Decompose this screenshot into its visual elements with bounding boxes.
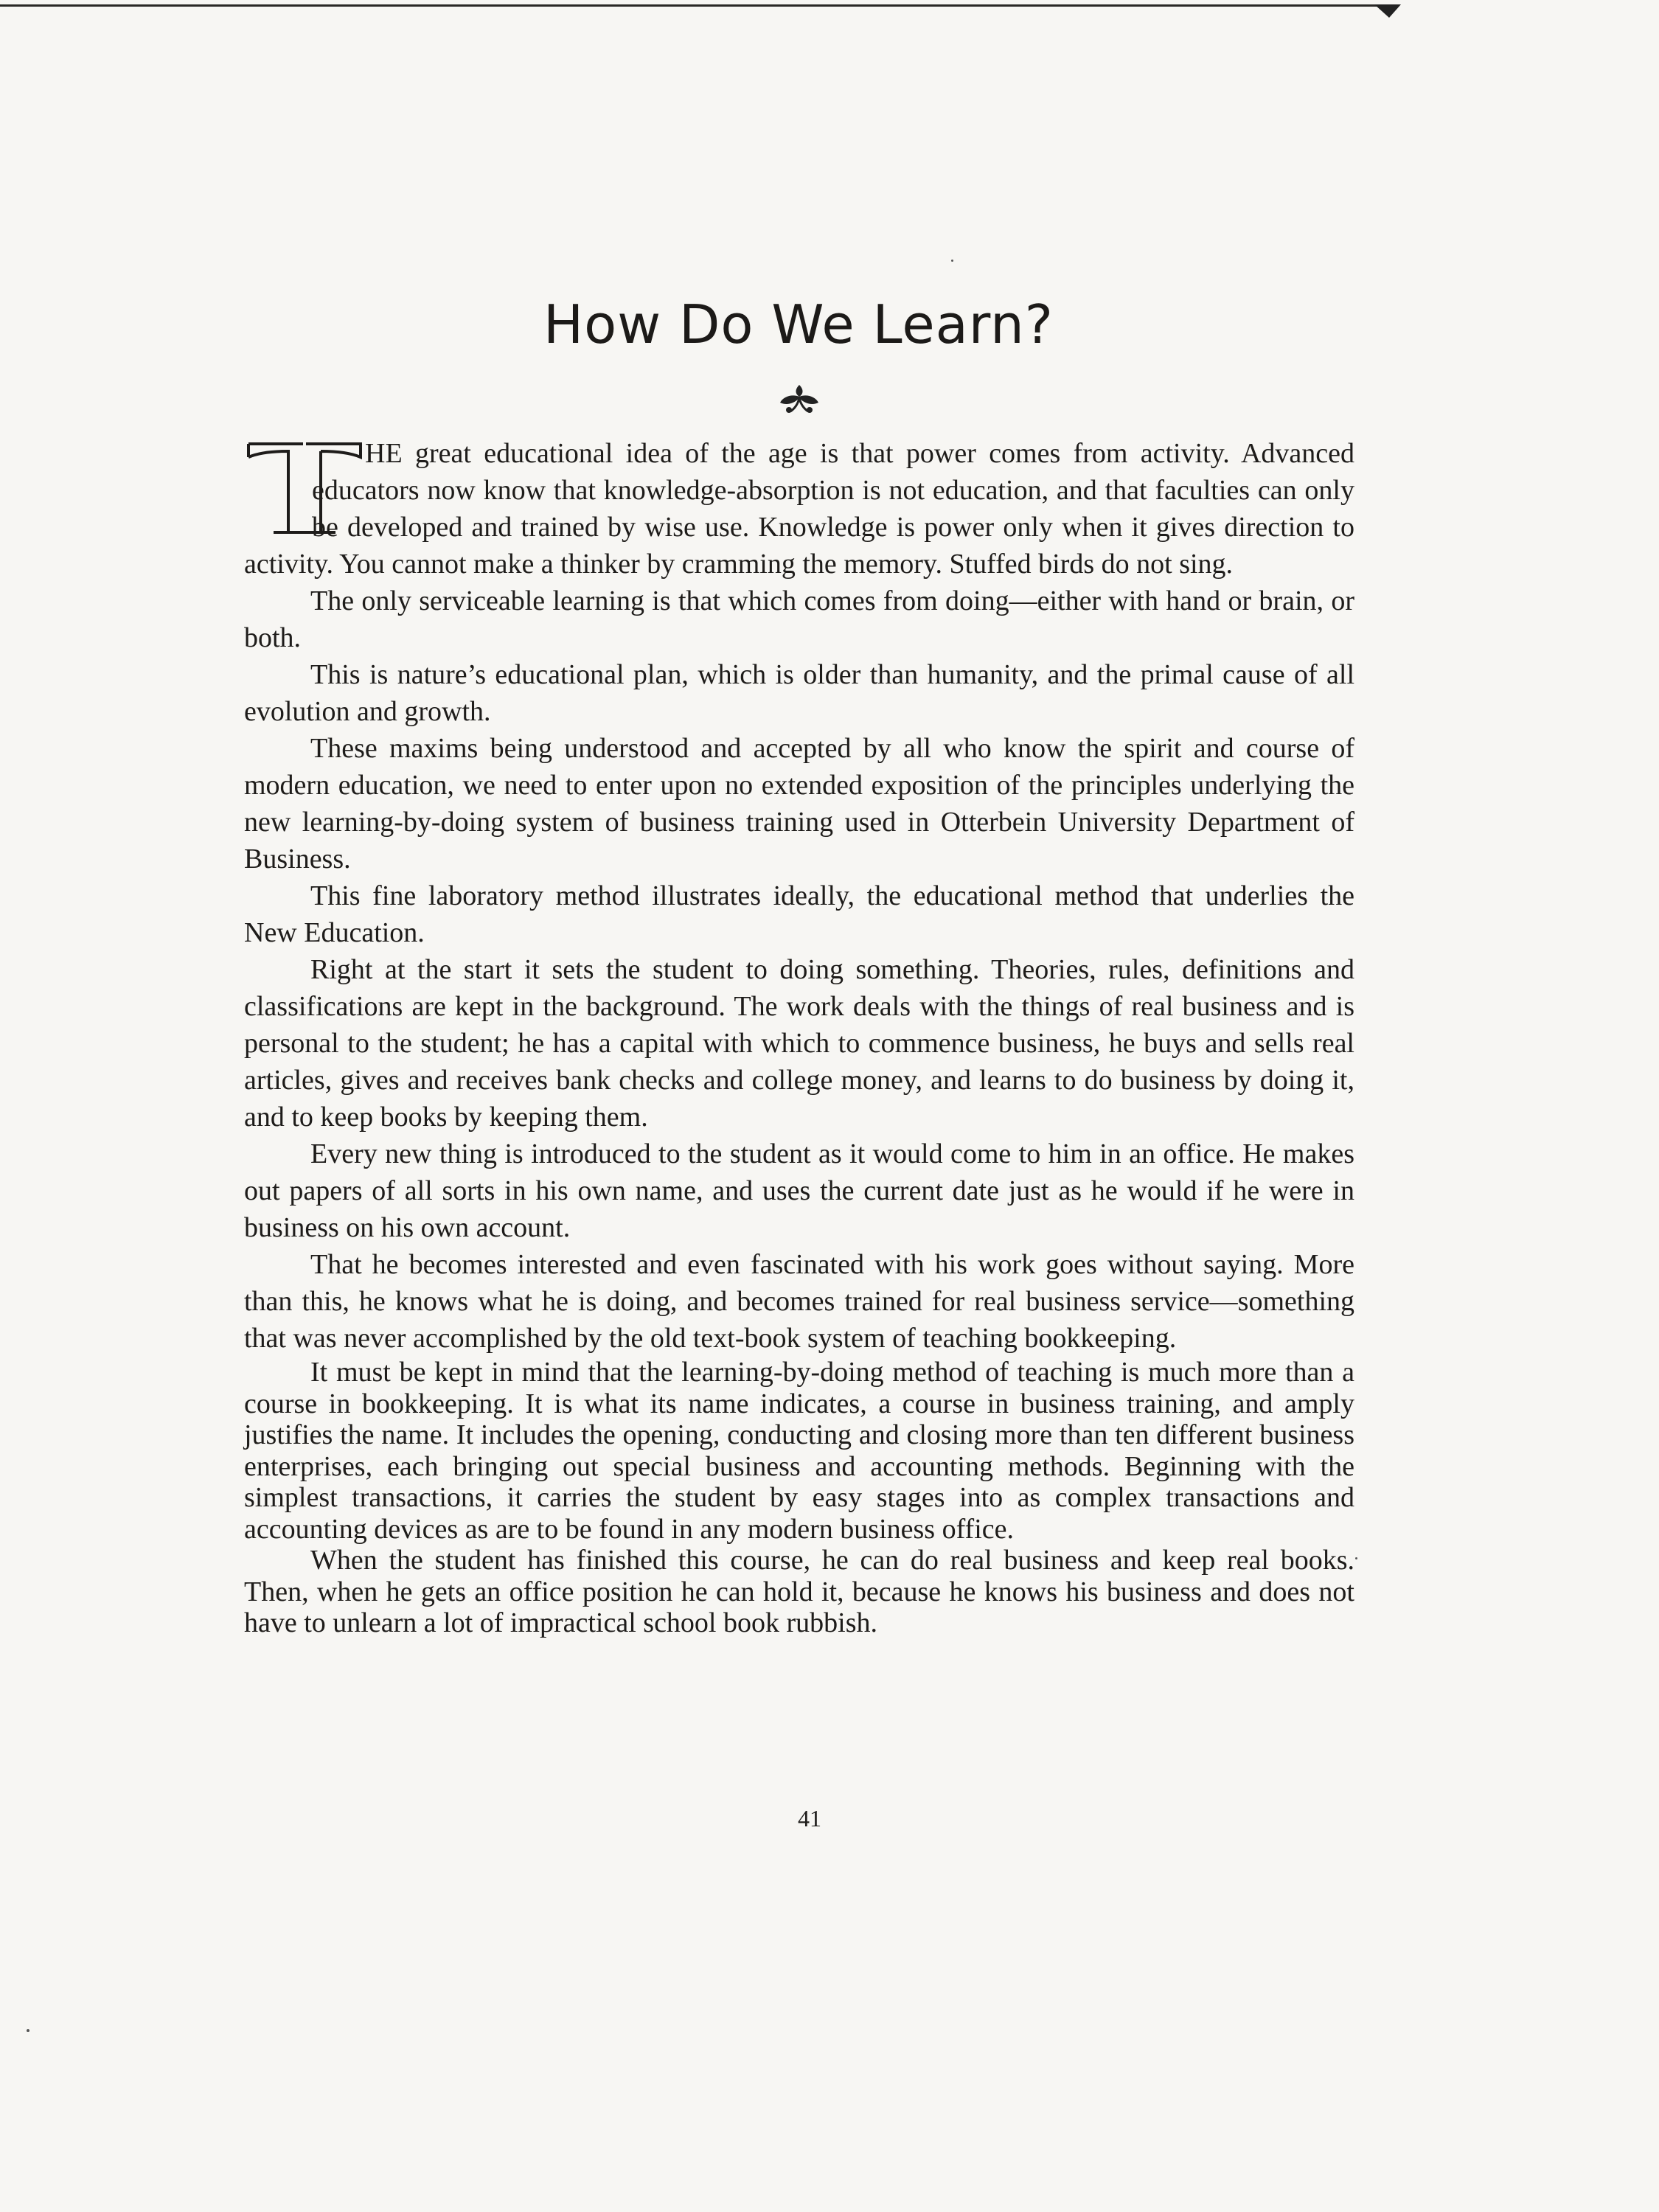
page-number: 41 (798, 1805, 821, 1832)
corner-mark-icon (1373, 0, 1402, 19)
scan-speck (951, 260, 953, 262)
paragraph-3: This is nature’s educational plan, which is older than humanity, and the primal cause of all evolution and growth. (244, 659, 1354, 727)
top-rule (0, 4, 1379, 7)
drop-cap-letter: T (274, 445, 335, 540)
paragraph-7: Every new thing is introduced to the student as it would come to him in an office. He makes out papers of all sorts in his own name, and uses the current date just as he would if he were in business on his own account. (244, 1138, 1354, 1243)
paragraph-10: When the student has finished this course, he can do real business and keep real books. Then, when he gets an office position he can hold it, because he knows his business and does not have to unlearn a lot of impractical school book rubbish. (244, 1545, 1354, 1638)
article-body (244, 435, 1354, 1639)
paragraph-6: Right at the start it sets the student to doing something. Theories, rules, definitions and classifications are kept in the background. The work deals with the things of real business and is personal to the student; he has a capital with which to commence business, he buys and sells real articles, gives and receives bank checks and college money, and learns to do business by doing it, and to keep books by keeping them. (244, 954, 1354, 1133)
scan-speck (27, 2029, 29, 2032)
scan-speck (1355, 1557, 1357, 1559)
paragraph-8: That he becomes interested and even fascinated with his work goes without saying. More than this, he knows what he is doing, and becomes trained for real business service—something that was never accomplished by the old text-book system of teaching bookkeeping. (244, 1249, 1354, 1354)
paragraph-1 (244, 435, 1354, 582)
paragraph-4: These maxims being understood and accepted by all who know the spirit and course of modern education, we need to enter upon no extended exposition of the principles underlying the new learning-by-doing system of business training used in Otterbein University Department of Business. (244, 733, 1354, 874)
page-title: How Do We Learn? (543, 293, 1054, 355)
paragraph-2: The only serviceable learning is that which comes from doing—either with hand or brain, or both. (244, 585, 1354, 653)
paragraph-5: This fine laboratory method illustrates ideally, the educational method that underlies the New Education. (244, 880, 1354, 948)
paragraph-9: It must be kept in mind that the learning-by-doing method of teaching is much more than a course in bookkeeping. It is what its name indicates, a course in business training, and amply justifies the name. It includes the opening, conducting and closing more than ten different business enterprises, each bringing out special business and accounting methods. Beginning with the simplest transactions, it carries the student by easy stages into as complex transactions and accounting devices as are to be found in any modern business office. (244, 1357, 1354, 1545)
paragraph-1-text: HE great educational idea of the age is that power comes from activity. Advanced educators now know that knowledge-absorption is not education, and that faculties can only be developed and trained by wise use. Knowledge is power only when it gives direction to activity. You cannot make a thinker by cramming the memory. Stuffed birds do not sing. (244, 438, 1354, 580)
leaf-ornament-icon (776, 380, 823, 416)
